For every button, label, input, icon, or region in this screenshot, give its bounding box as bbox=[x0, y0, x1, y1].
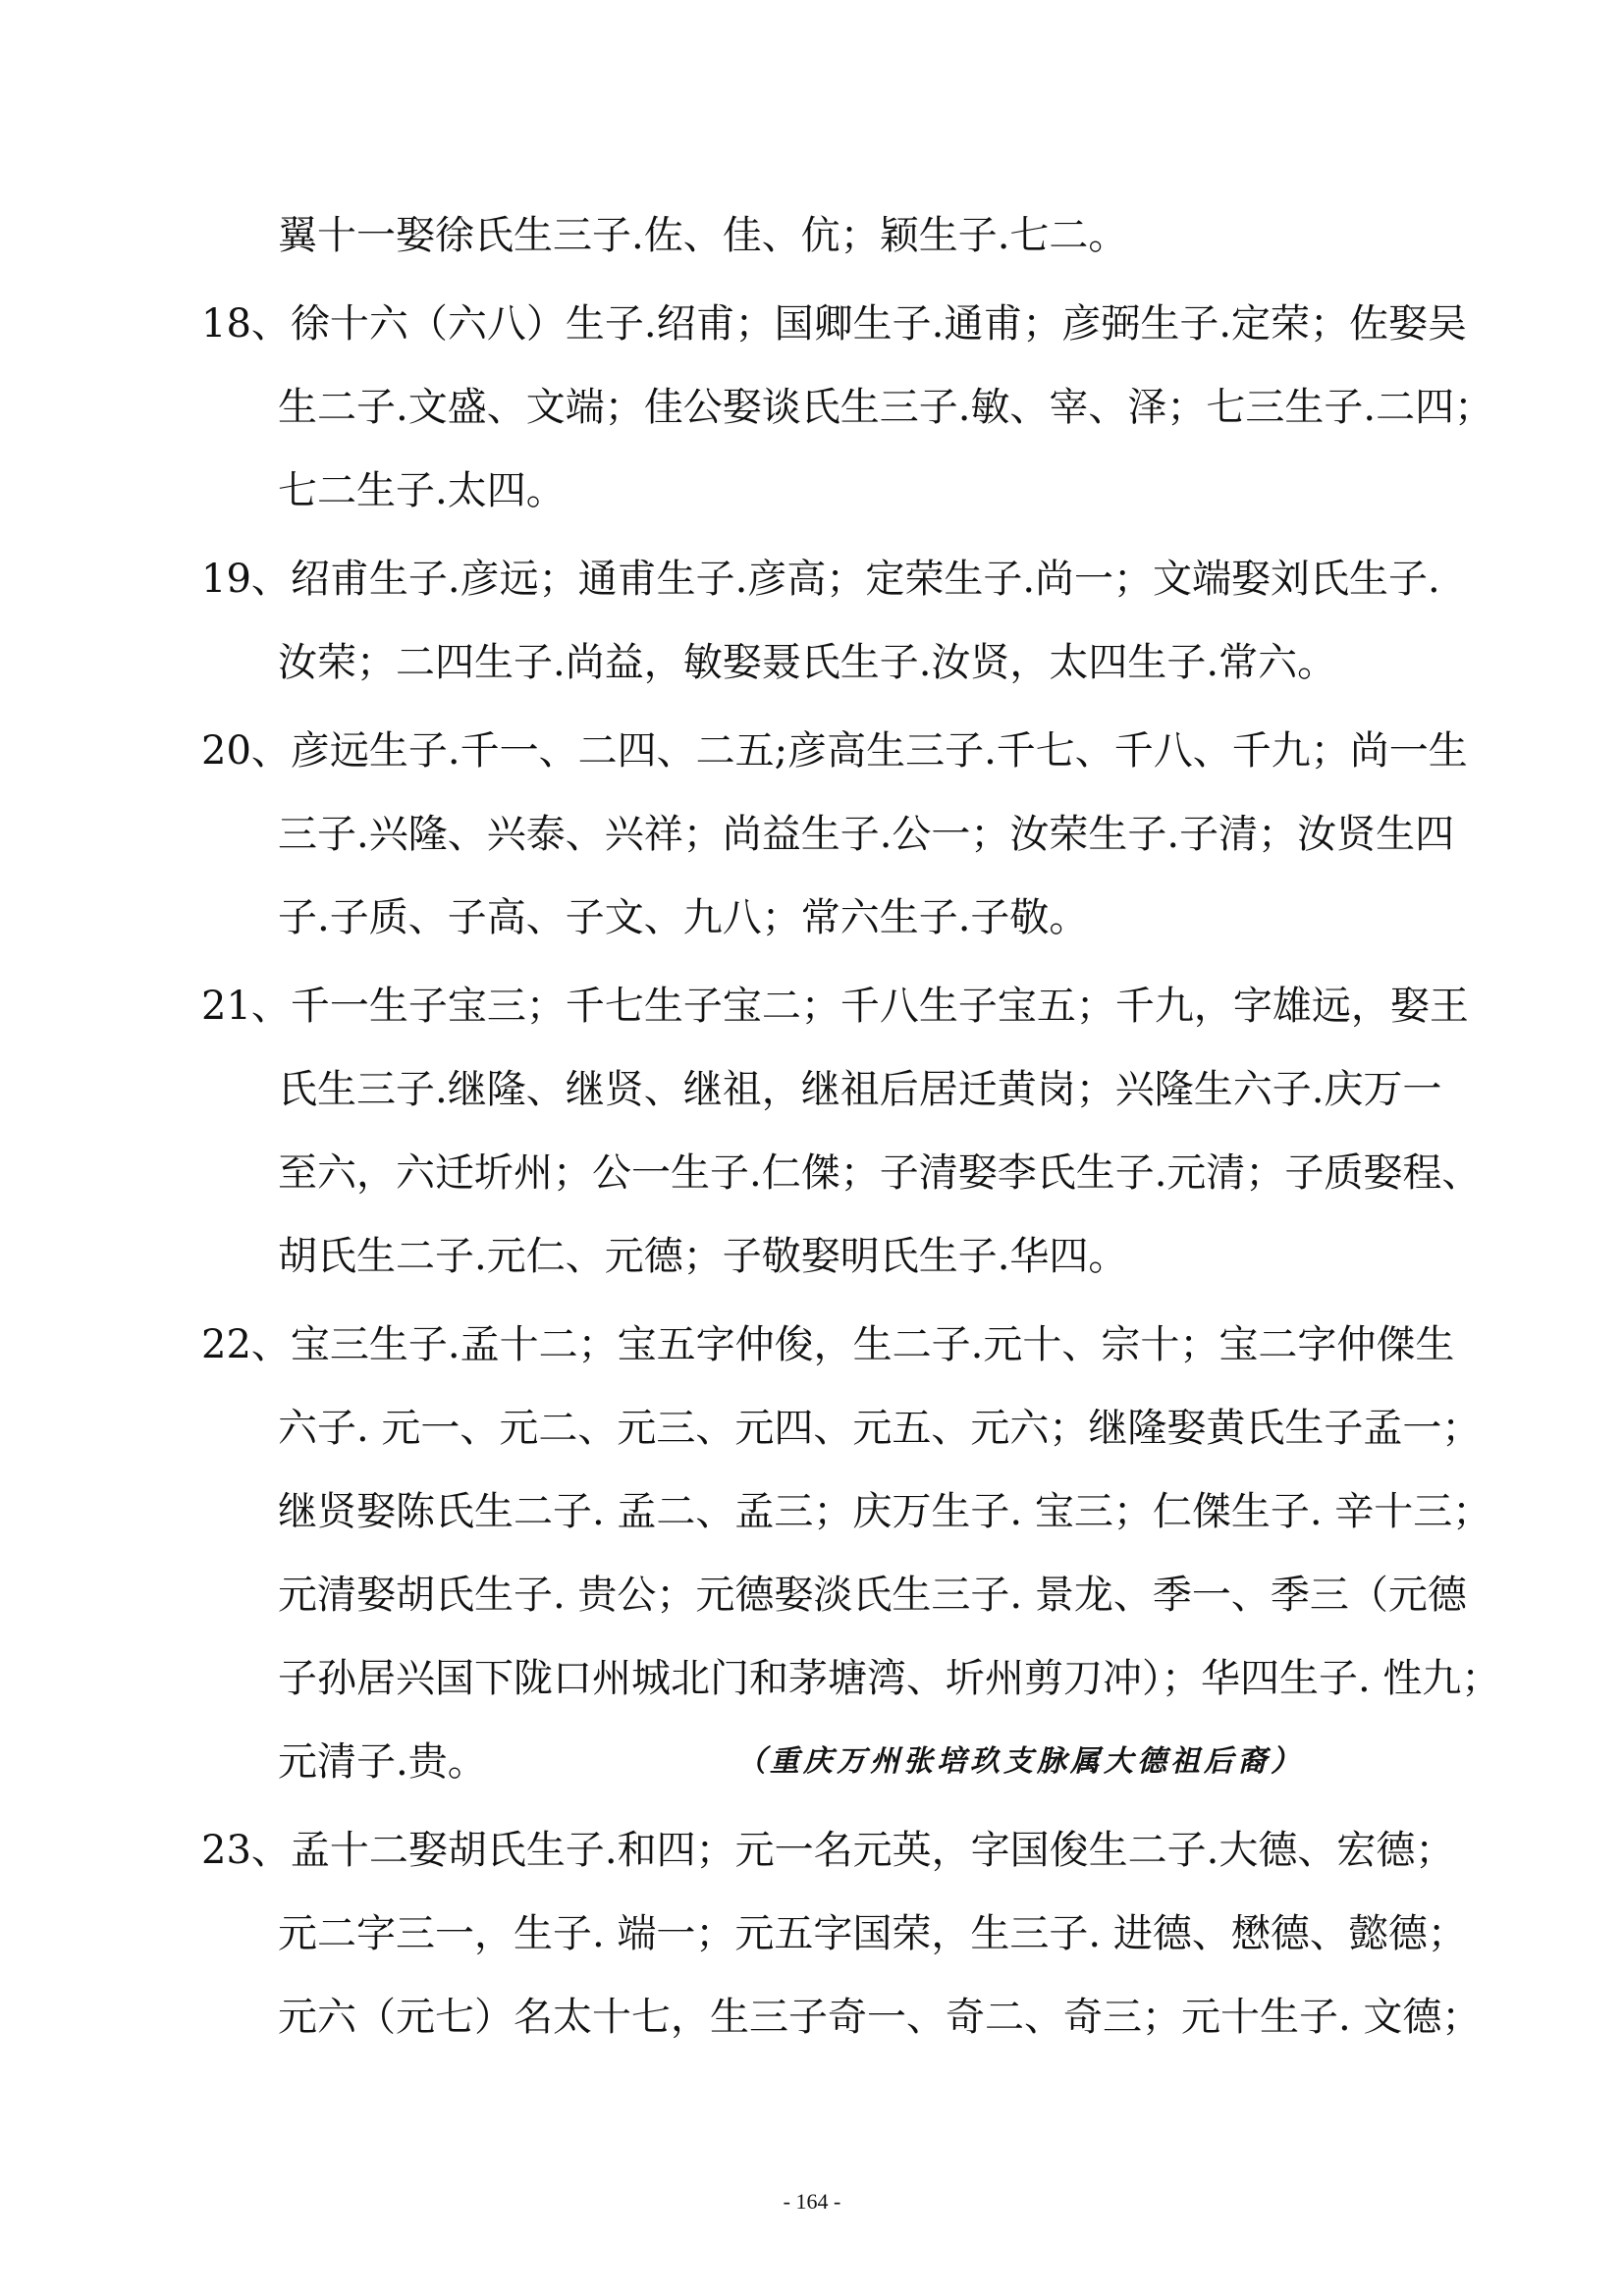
text-line: 至六，六迁圻州；公一生子.仁傑；子清娶李氏生子.元清；子质娶程、 bbox=[278, 1150, 1482, 1196]
text-line: 胡氏生二子.元仁、元德；子敬娶明氏生子.华四。 bbox=[278, 1234, 1128, 1279]
text-line: 元二字三一，生子. 端一；元五字国荣，生三子. 进德、懋德、懿德； bbox=[278, 1911, 1467, 1956]
text-line: 元六（元七）名太十七，生三子奇一、奇二、奇三；元十生子. 文德； bbox=[278, 1995, 1482, 2040]
text-line: 20、彦远生子.千一、二四、二五;彦高生三子.千七、千八、千九；尚一生 bbox=[201, 728, 1468, 774]
text-line: 子.子质、子高、子文、九八；常六生子.子敬。 bbox=[278, 895, 1089, 940]
text-line: 元清娶胡氏生子. 贵公；元德娶淡氏生三子. 景龙、季一、季三（元德 bbox=[278, 1573, 1467, 1618]
text-line: 19、绍甫生子.彦远；通甫生子.彦高；定荣生子.尚一；文端娶刘氏生子. bbox=[201, 557, 1440, 602]
page-number: - 164 - bbox=[783, 2189, 841, 2214]
text-line: 生二子.文盛、文端；佳公娶谈氏生三子.敏、宰、泽；七三生子.二四； bbox=[278, 385, 1494, 430]
text-line: 18、徐十六（六八）生子.绍甫；国卿生子.通甫；彦弼生子.定荣；佐娶吴 bbox=[201, 301, 1468, 347]
text-line: 元清子.贵。 bbox=[278, 1739, 487, 1785]
text-line: 翼十一娶徐氏生三子.佐、佳、伉；颖生子.七二。 bbox=[278, 213, 1128, 258]
text-line: 三子.兴隆、兴泰、兴祥；尚益生子.公一；汝荣生子.子清；汝贤生四 bbox=[278, 812, 1455, 857]
text-line: 子孙居兴国下陇口州城北门和茅塘湾、圻州剪刀冲）；华四生子. 性九； bbox=[278, 1656, 1501, 1701]
text-line: 23、孟十二娶胡氏生子.和四；元一名元英，字国俊生二子.大德、宏德； bbox=[201, 1828, 1455, 1873]
text-line: 继贤娶陈氏生二子. 孟二、孟三；庆万生子. 宝三；仁傑生子. 辛十三； bbox=[278, 1489, 1492, 1534]
text-line: 六子. 元一、元二、元三、元四、元五、元六；继隆娶黄氏生子孟一； bbox=[278, 1406, 1482, 1451]
text-line: 氏生三子.继隆、继贤、继祖，继祖后居迁黄岗；兴隆生六子.庆万一 bbox=[278, 1067, 1442, 1112]
text-line: 汝荣；二四生子.尚益，敏娶聂氏生子.汝贤，太四生子.常六。 bbox=[278, 640, 1337, 685]
text-line: 21、千一生子宝三；千七生子宝二；千八生子宝五；千九，字雄远，娶王 bbox=[201, 984, 1469, 1029]
text-line: 七二生子.太四。 bbox=[278, 468, 566, 513]
text-line: 22、宝三生子.孟十二；宝五字仲俊，生二子.元十、宗十；宝二字仲傑生 bbox=[201, 1322, 1455, 1367]
lineage-note: （重庆万州张培玖支脉属大德祖后裔） bbox=[736, 1744, 1304, 1779]
